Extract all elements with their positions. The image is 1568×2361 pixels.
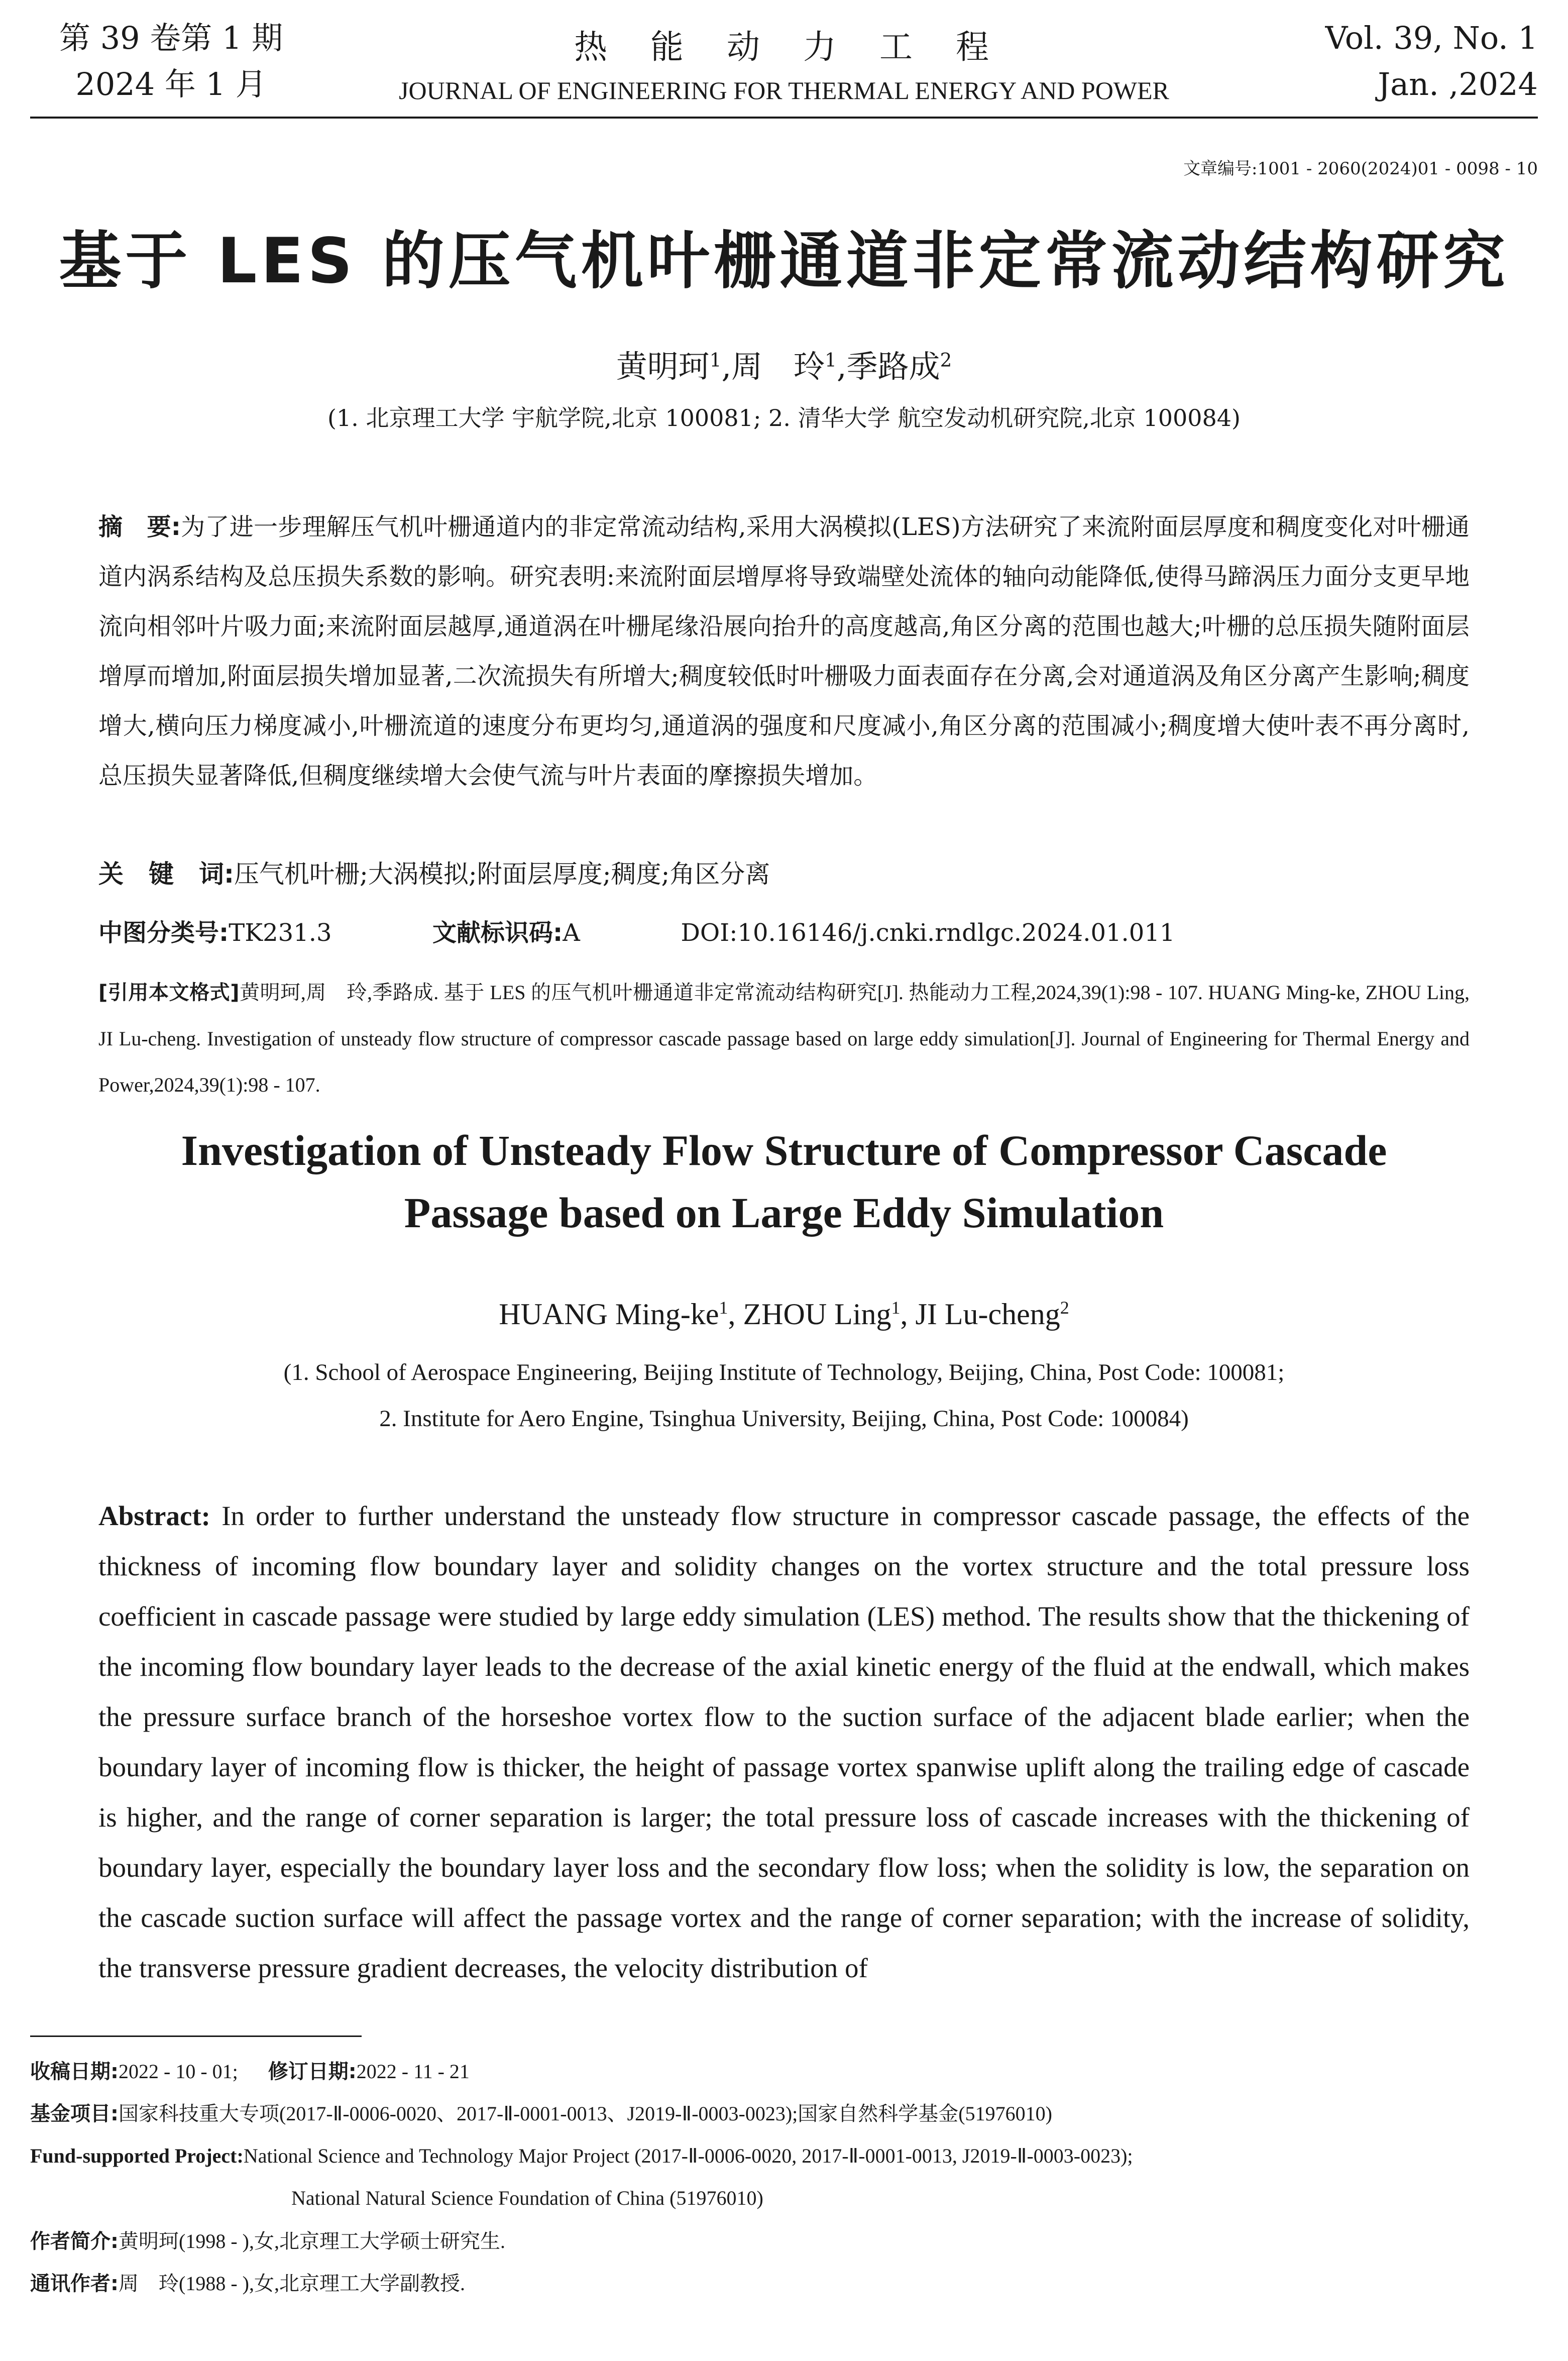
fund-en-line2: National Natural Science Foundation of China (51976010) <box>291 2187 763 2209</box>
fund-cn-text: 国家科技重大专项(2017-Ⅱ-0006-0020、2017-Ⅱ-0001-0013、J2019-Ⅱ-0003-0023);国家自然科学基金(51976010) <box>119 2102 1052 2125</box>
fund-en-label: Fund-supported Project: <box>30 2144 244 2167</box>
author-en-2: ZHOU Ling <box>743 1298 891 1331</box>
authors-cn: 黄明珂$^1$,周 玲$^1$,季路成$^2$ <box>616 348 952 385</box>
author-bio-text: 黄明珂(1998 - ),女,北京理工大学硕士研究生. <box>119 2230 505 2252</box>
article-number: 文章编号:1001 - 2060(2024)01 - 0098 - 10 <box>1183 159 1538 179</box>
authors-en: HUANG Ming-$ke^1$, ZHOU Ling$^1$, JI Lu-cheng$^2$ <box>499 1298 1069 1331</box>
affiliation-cn: (1. 北京理工大学 宇航学院,北京 100081; 2. 清华大学 航空发动机研究院,北京 100084) <box>327 404 1241 432</box>
affiliation-en-line1: (1. School of Aerospace Engineering, Beijing Institute of Technology, Beijing, China, Post Code: 100081; <box>283 1359 1285 1385</box>
citation-label: [引用本文格式] <box>98 981 240 1004</box>
corresponding-label: 通讯作者: <box>30 2272 119 2295</box>
date-en: Jan. ,2024 <box>1378 66 1538 102</box>
volume-issue-en: Vol. 39, No. 1 <box>1325 20 1538 56</box>
doi: DOI:10.16146/j.cnki.rndlgc.2024.01.011 <box>681 919 1175 947</box>
doc-code-label: 文献标识码: <box>432 919 563 947</box>
abstract-en-label: Abstract: <box>98 1500 210 1531</box>
author-3: 季路成 <box>846 348 940 385</box>
footnote-rule <box>30 2035 362 2037</box>
title-en <box>0 1119 1568 1244</box>
affiliation-en-line2: 2. Institute for Aero Engine, Tsinghua University, Beijing, China, Post Code: 100084) <box>379 1406 1189 1432</box>
received-label: 收稿日期: <box>30 2060 119 2083</box>
header-right <box>1325 15 1538 108</box>
title-cn: 基于 LES 的压气机叶栅通道非定常流动结构研究 <box>59 225 1509 297</box>
abstract-cn-label: 摘 要: <box>98 513 181 541</box>
author-en-3: JI Lu-cheng <box>915 1298 1060 1331</box>
classification-row <box>98 913 1470 948</box>
footnote-author <box>30 2220 1538 2263</box>
author-1: 黄明珂 <box>616 348 710 385</box>
abstract-en <box>98 1491 1470 1993</box>
footnote-fund-en <box>30 2135 1538 2219</box>
footnote-fund-cn <box>30 2093 1538 2135</box>
date-cn: 2024 年 1 月 <box>75 66 267 102</box>
abstract-cn <box>98 502 1470 801</box>
footnote-dates <box>30 2051 1538 2093</box>
abstract-cn-text: 为了进一步理解压气机叶栅通道内的非定常流动结构,采用大涡模拟(LES)方法研究了来流附面层厚度和稠度变化对叶栅通道内涡系结构及总压损失系数的影响。研究表明:来流附面层增厚将导致端壁处流体的轴向动能降低,使得马蹄涡压力面分支更早地流向相邻叶片吸力面;来流附面层越厚,通道涡在叶栅尾缘沿展向抬升的高度越高,角区分离的范围也越大;叶栅的总压损失随附面层增厚而增加,附面层损失增加显著,二次流损失有所增大;稠度较低时叶栅吸力面表面存在分离,会对通道涡及角区分离产生影响;稠度增大,横向压力梯度减小,叶栅流道的速度分布更均匀,通道涡的强度和尺度减小,角区分离的范围减小;稠度增大使叶表不再分离时,总压损失显著降低,但稠度继续增大会使气流与叶片表面的摩擦损失增加。 <box>98 513 1470 790</box>
corresponding-text: 周 玲(1988 - ),女,北京理工大学副教授. <box>119 2272 465 2295</box>
header-rule <box>30 117 1538 119</box>
revised-label: 修订日期: <box>268 2060 357 2083</box>
affiliation-en <box>0 1349 1568 1442</box>
fund-cn-label: 基金项目: <box>30 2102 119 2125</box>
doc-code-value: A <box>563 919 580 947</box>
keywords-label: 关 键 词: <box>98 860 234 889</box>
author-2: 周 玲 <box>731 348 825 385</box>
citation <box>98 970 1470 1108</box>
author-en-1: HUANG Ming-ke <box>499 1298 719 1331</box>
keywords-text: 压气机叶栅;大涡模拟;附面层厚度;稠度;角区分离 <box>234 860 770 889</box>
footnote-corresponding <box>30 2263 1538 2305</box>
clc-label: 中图分类号: <box>98 919 229 947</box>
clc-value: TK231.3 <box>229 919 332 947</box>
journal-name-en: JOURNAL OF ENGINEERING FOR THERMAL ENERGY AND POWER <box>399 76 1169 104</box>
citation-text: 黄明珂,周 玲,季路成. 基于 LES 的压气机叶栅通道非定常流动结构研究[J]. 热能动力工程,2024,39(1):98 - 107. HUANG Ming-ke, ZHOU Ling, JI Lu-cheng. Investigation of unsteady flow structure of compressor cascade passage based on large eddy simulation[J]. Journal of Engineering for Thermal Energy and Power,2024,39(1):98 - 107. <box>98 981 1470 1096</box>
fund-en-line1: National Science and Technology Major Project (2017-Ⅱ-0006-0020, 2017-Ⅱ-0001-0013, J2019-Ⅱ-0003-0023); <box>243 2144 1133 2167</box>
received-date: 2022 - 10 - 01; <box>119 2060 238 2083</box>
revised-date: 2022 - 11 - 21 <box>356 2060 470 2083</box>
title-en-line1: Investigation of Unsteady Flow Structure of Compressor Cascade <box>181 1126 1387 1174</box>
journal-name-cn: 热 能 动 力 工 程 <box>574 28 994 66</box>
author-bio-label: 作者简介: <box>30 2230 119 2253</box>
volume-issue-cn: 第 39 卷第 1 期 <box>59 20 283 56</box>
keywords-cn <box>98 854 1470 890</box>
abstract-en-text: In order to further understand the unsteady flow structure in compressor cascade passage, the effects of the thickness of incoming flow boundary layer and solidity changes on the vortex structure and the total pressure loss coefficient in cascade passage were studied by large eddy simulation (LES) method. The results show that the thickening of the incoming flow boundary layer leads to the decrease of the axial kinetic energy of the fluid at the endwall, which makes the pressure surface branch of the horseshoe vortex flow to the suction surface of the adjacent blade earlier; when the boundary layer of incoming flow is thicker, the height of passage vortex spanwise uplift along the trailing edge of cascade is higher, and the range of corner separation is larger; the total pressure loss of cascade increases with the thickening of boundary layer, especially the boundary layer loss and the secondary flow loss; when the solidity is low, the separation on the cascade suction surface will affect the passage vortex and the range of corner separation; with the increase of solidity, the transverse pressure gradient decreases, the velocity distribution of <box>98 1500 1470 1983</box>
title-en-line2: Passage based on Large Eddy Simulation <box>404 1189 1164 1237</box>
